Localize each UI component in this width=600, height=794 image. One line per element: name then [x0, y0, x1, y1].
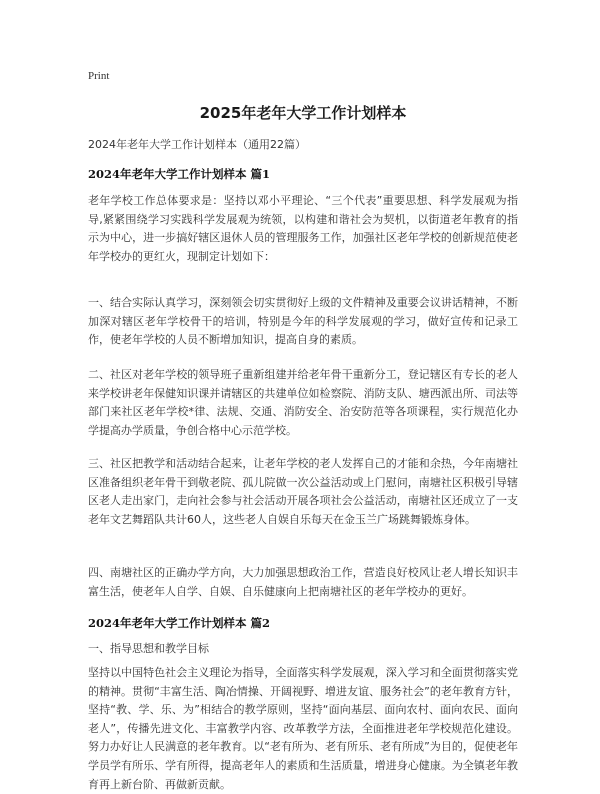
print-link[interactable]: Print	[88, 70, 110, 82]
paragraph: 一、结合实际认真学习，深刻领会切实贯彻好上级的文件精神及重要会议讲话精神，不断加深对辖区老年学校骨干的培训，特别是今年的科学发展观的学习，做好宣传和记录工作，使老年学校的人员不断增加知识，提高自身的素质。	[88, 296, 518, 347]
paragraph: 一、指导思想和教学目标	[88, 642, 209, 655]
section-heading-1: 2024年老年大学工作计划样本 篇1	[88, 167, 271, 181]
paragraph: 老年学校工作总体要求是：坚持以邓小平理论、“三个代表”重要思想、科学发展观为指导,紧紧围绕学习实践科学发展观为统领，以构建和谐社会为契机，以街道老年教育的指示为中心，进一步搞好辖区退休人员的管理服务工作，加强社区老年学校的创新规范使老年学校办的更红火，现制定计划如下：	[88, 194, 518, 263]
paragraph: 二、社区对老年学校的领导班子重新组建并给老年骨干重新分工，登记辖区有专长的老人来学校讲老年保健知识课并请辖区的共建单位如检察院、消防支队、塘西派出所、司法等部门来社区老年学校*律、法规、交通、消防安全、治安防范等各项课程，实行规范化办学提高办学质量，争创合格中心示范学校。	[88, 368, 518, 437]
paragraph: 四、南塘社区的正确办学方向，大力加强思想政治工作，营造良好校风让老人增长知识丰富生活，使老年人自学、自娱、自乐健康向上把南塘社区的老年学校办的更好。	[88, 566, 518, 598]
paragraph: 坚持以中国特色社会主义理论为指导，全面落实科学发展观，深入学习和全面贯彻落实党的精神。贯彻“丰富生活、陶冶情操、开阔视野、增进友谊、服务社会”的老年教育方针，坚持“教、学、乐、为”相结合的教学原则，坚持“面向基层、面向农村、面向农民、面向老人”，传播先进文化、丰富教学内容、改革教学方法，全面推进老年学校规范化建设。努力办好让人民满意的老年教育。以“老有所为、老有所乐、老有所成”为目的，促使老年学员学有所乐、学有所得，提高老年人的素质和生活质量，增进身心健康。为全镇老年教育再上新台阶、再做新贡献。	[88, 666, 518, 791]
document-title: 2025年老年大学工作计划样本	[199, 104, 407, 122]
paragraph: 三、社区把教学和活动结合起来，让老年学校的老人发挥自己的才能和余热，今年南塘社区准备组织老年骨干到敬老院、孤儿院做一次公益活动或上门慰问，南塘社区积极引导辖区老人走出家门，走向社会参与社会活动开展各项社会公益活动，南塘社区还成立了一支老年文艺舞蹈队共计60人，这些老人自娱自乐每天在金玉兰广场跳舞锻炼身体。	[88, 457, 518, 526]
section-heading-2: 2024年老年大学工作计划样本 篇2	[88, 616, 271, 630]
document-subtitle: 2024年老年大学工作计划样本（通用22篇）	[88, 138, 306, 151]
